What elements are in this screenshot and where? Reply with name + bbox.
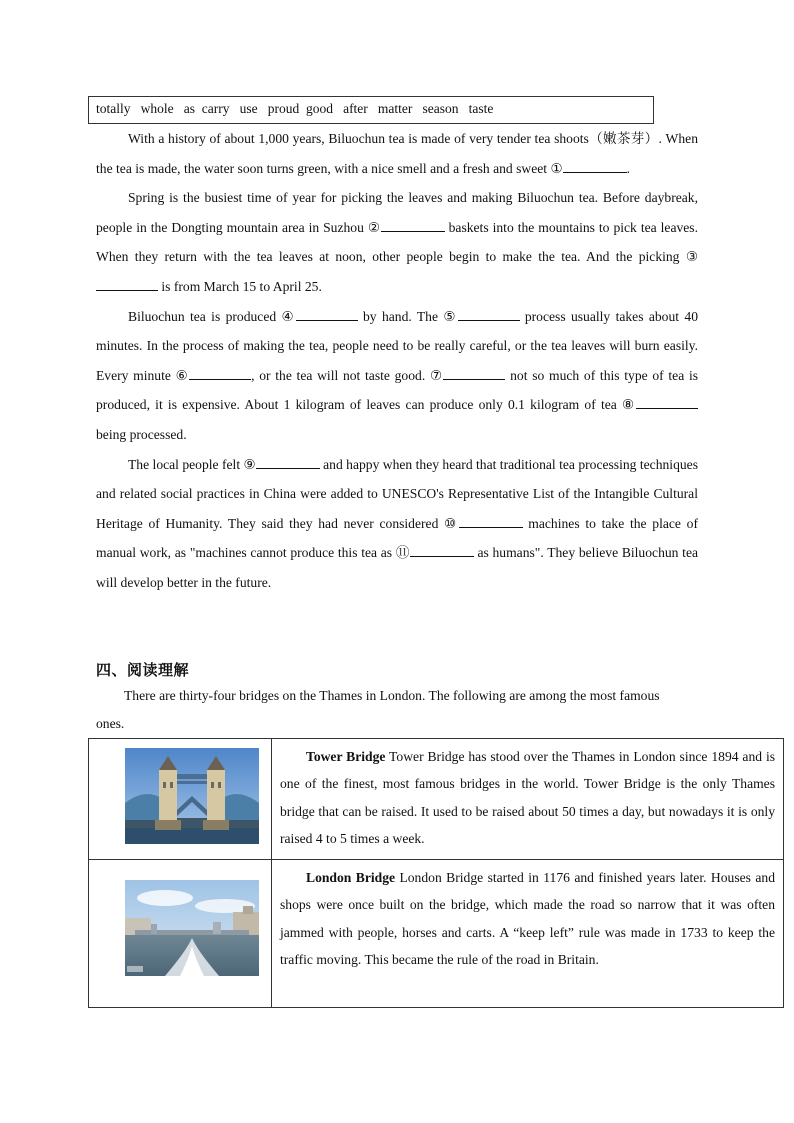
blank-11[interactable]	[410, 556, 474, 557]
text: The local people felt	[128, 456, 244, 472]
paragraph-1	[96, 124, 698, 183]
text: .	[626, 160, 631, 176]
london-bridge-photo	[125, 880, 259, 976]
text: Spring is the busiest time of year for picking the leaves and making Biluochun tea. Before daybreak, people in the Dongting mountain area in Suzhou	[96, 190, 698, 235]
blank-number: ②	[367, 219, 381, 235]
text: and happy when they heard that traditional tea processing techniques and related social practices in China were added to UNESCO's Representative List of the Intangible Cultural Heritage of Humanity. They said they had never considered	[96, 456, 698, 531]
blank-3[interactable]	[96, 290, 158, 291]
paragraph-4	[96, 450, 698, 598]
text: by hand. The	[357, 308, 444, 324]
text: as humans". They believe Biluochun tea will develop better in the future.	[96, 545, 699, 590]
blank-9[interactable]	[256, 468, 320, 469]
blank-number: ⑥	[175, 367, 190, 383]
blank-8[interactable]	[636, 408, 698, 409]
bridge-name: Tower Bridge	[306, 749, 386, 764]
tower-bridge-description	[272, 739, 784, 860]
blank-number: ⑧	[622, 397, 636, 413]
image-cell	[89, 739, 272, 860]
reading-intro	[96, 682, 676, 738]
word-bank-box: totally whole as carry use proud good after matter season taste	[88, 96, 654, 124]
image-cell	[89, 860, 272, 1008]
section-heading: 四、阅读理解	[96, 661, 190, 679]
text: machines to take the place of manual work, as "machines cannot produce this tea as	[96, 515, 698, 561]
bridge-name: London Bridge	[306, 870, 396, 885]
blank-number: ④	[281, 308, 296, 324]
text: not so much of this type of tea is produced, it is expensive. About 1 kilogram of leaves can produce only 0.1 kilogram of tea	[96, 367, 699, 413]
blank-10[interactable]	[459, 527, 523, 528]
blank-number: ⑦	[429, 367, 444, 383]
bridges-table	[88, 738, 784, 1008]
blank-6[interactable]	[189, 379, 251, 380]
table-row	[89, 739, 784, 860]
blank-number: ⑤	[443, 308, 458, 324]
blank-1[interactable]	[563, 172, 627, 173]
london-bridge-description	[272, 860, 784, 1008]
text: , or the tea will not taste good.	[251, 367, 430, 383]
blank-number: ①	[550, 160, 563, 176]
blank-2[interactable]	[381, 231, 445, 232]
blank-5[interactable]	[458, 320, 520, 321]
tower-bridge-photo	[125, 748, 259, 844]
paragraph-2	[96, 183, 698, 301]
blank-number: ③	[685, 249, 698, 265]
blank-number: ⑪	[395, 545, 410, 561]
text: being processed.	[96, 426, 187, 442]
cloze-passage	[96, 124, 698, 598]
paragraph-3	[96, 302, 698, 450]
text: process usually takes about 40 minutes. In the process of making the tea, people need to be really careful, or the tea leaves will burn easily. Every minute	[96, 308, 698, 383]
table-row	[89, 860, 784, 1008]
blank-4[interactable]	[296, 320, 358, 321]
text: Biluochun tea is produced	[128, 308, 282, 324]
text: is from March 15 to April 25.	[158, 278, 322, 294]
text: With a history of about 1,000 years, Biluochun tea is made of very tender tea shoots（嫩茶芽）. When the tea is made, the water soon turns green, with a nice smell and a fresh and sweet	[96, 131, 698, 176]
blank-number: ⑩	[444, 515, 459, 531]
intro-text: There are thirty-four bridges on the Thames in London. The following are among the most famous ones.	[96, 688, 660, 731]
text: baskets into the mountains to pick tea leaves. When they return with the tea leaves at noon, other people begin to make the tea. And the picking	[96, 219, 698, 265]
blank-7[interactable]	[443, 379, 505, 380]
bridge-text: London Bridge started in 1176 and finished years later. Houses and shops were once built on the bridge, which made the road so narrow that it was often jammed with people, horses and carts. A “keep left” rule was made in 1733 to keep the traffic moving. This became the rule of the road in Britain.	[280, 870, 775, 968]
blank-number: ⑨	[243, 456, 256, 472]
bridge-text: Tower Bridge has stood over the Thames in London since 1894 and is one of the finest, most famous bridges in the world. Tower Bridge is the only Thames bridge that can be raised. It used to be raised about 50 times a day, but nowadays it is only raised 4 to 5 times a week.	[280, 749, 776, 847]
